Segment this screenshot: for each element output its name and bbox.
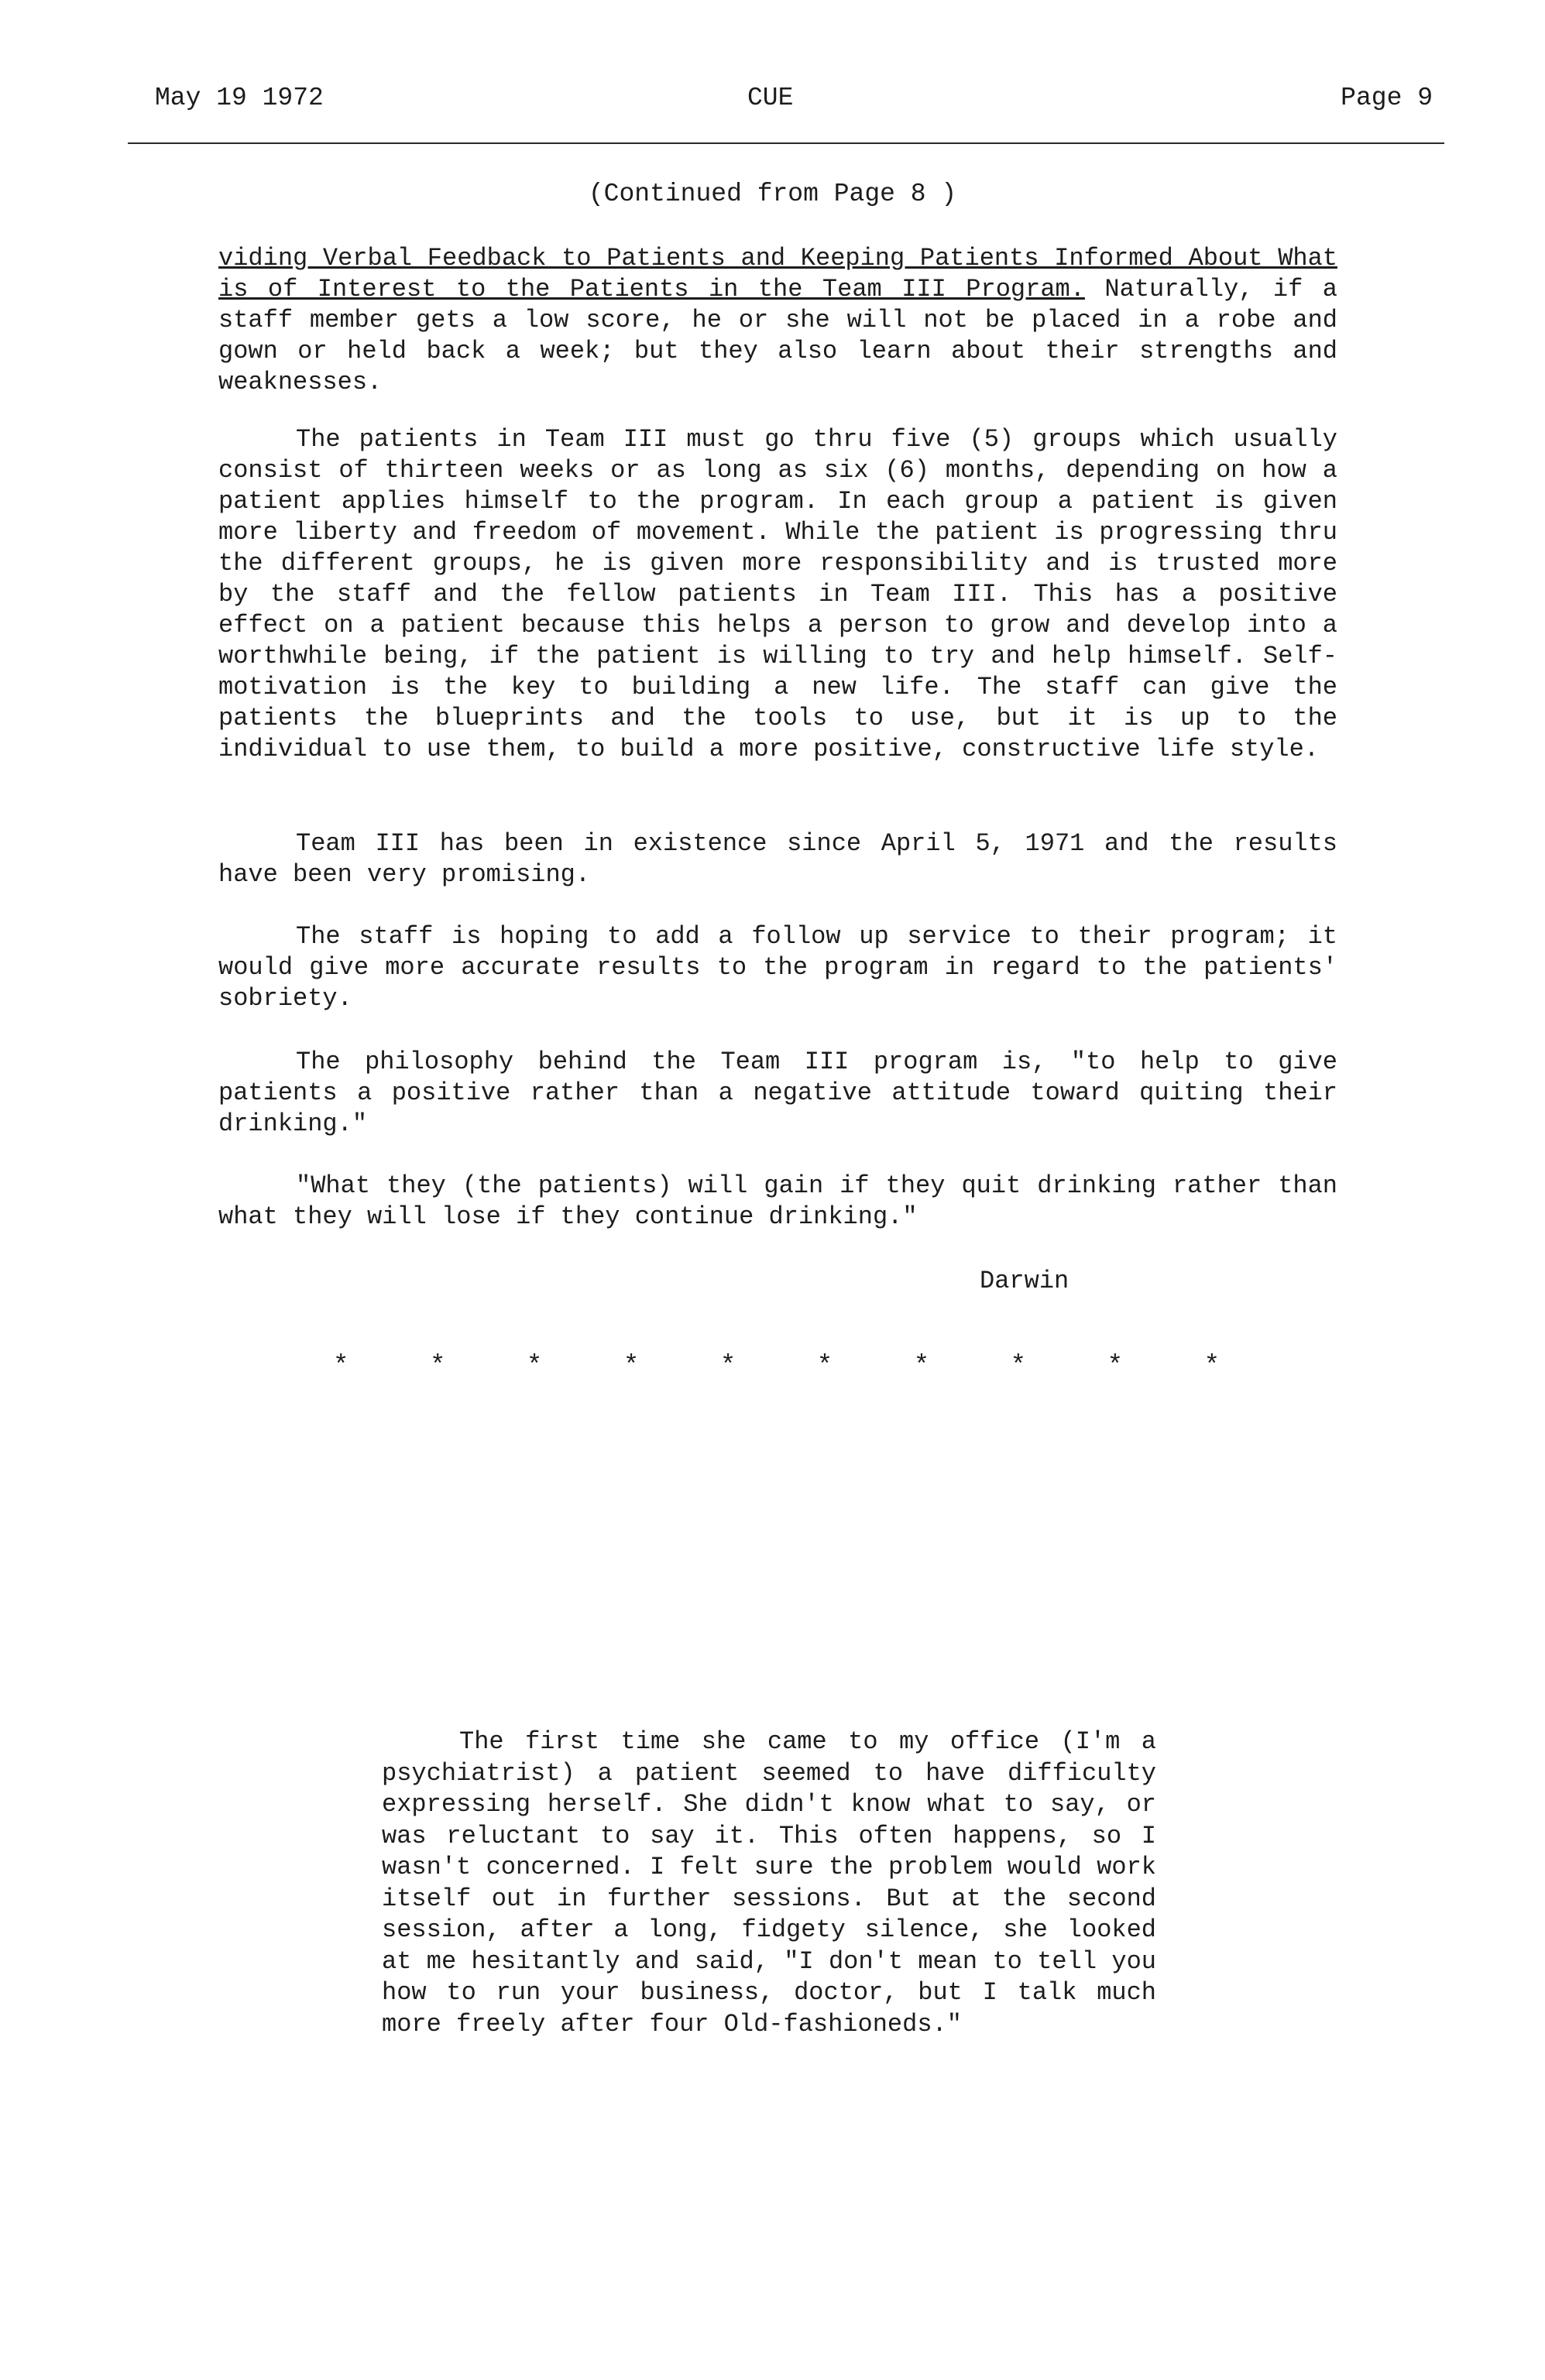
anecdote-paragraph: The first time she came to my office (I'm a psychiatrist) a patient seemed to have difficulty expressing herself. She didn't know what to say, or was reluctant to say it. This often happens, so I wasn't concerned. I felt sure the problem would work itself out in further sessions. But at the second session, after a long, fidgety silence, she looked at me hesitantly and said, "I don't mean to tell you how to run your business, doctor, but I talk much more freely after four Old-fashioneds."	[382, 1727, 1156, 2039]
article-signature: Darwin	[980, 1267, 1069, 1295]
article-paragraph: Team III has been in existence since April 5, 1971 and the results have been very promising.	[218, 829, 1337, 889]
page-header	[155, 84, 1433, 130]
separator-star: *	[913, 1352, 930, 1381]
separator-star: *	[429, 1352, 446, 1381]
separator-star: *	[1107, 1352, 1124, 1381]
separator-star: *	[623, 1352, 640, 1381]
separator-star: *	[719, 1352, 736, 1381]
header-publication: CUE	[747, 84, 794, 112]
article-paragraph: The staff is hoping to add a follow up service to their program; it would give more accurate results to the program in regard to the patients' sobriety.	[218, 922, 1337, 1013]
article-paragraph: The philosophy behind the Team III program is, "to help to give patients a positive rather than a negative attitude toward quiting their drinking."	[218, 1048, 1337, 1138]
separator-star: *	[1010, 1352, 1027, 1381]
article-lead-paragraph	[218, 243, 1337, 398]
article-quote: "What they (the patients) will gain if they quit drinking rather than what they will lose if they continue drinking."	[218, 1171, 1337, 1231]
continued-note: (Continued from Page 8 )	[588, 180, 957, 208]
star-separator	[333, 1352, 1220, 1381]
separator-star: *	[1203, 1352, 1220, 1381]
article-lead-rest: Naturally, if a staff member gets a low score, he or she will not be placed in a robe and gown or held back a week; but they also learn about their strengths and weaknesses.	[218, 275, 1338, 396]
separator-star: *	[526, 1352, 543, 1381]
separator-star: *	[816, 1352, 833, 1381]
header-page-number: Page 9	[1341, 84, 1433, 112]
header-rule	[128, 142, 1444, 144]
header-date: May 19 1972	[155, 84, 324, 112]
article-lead-underlined: viding Verbal Feedback to Patients and Keeping Patients Informed About What is of Interest to the Patients in the Team III Program.	[218, 244, 1337, 304]
separator-star: *	[333, 1352, 349, 1381]
article-paragraph: The patients in Team III must go thru five (5) groups which usually consist of thirteen weeks or as long as six (6) months, depending on how a patient applies himself to the program. In each group a patient is given more liberty and freedom of movement. While the patient is progressing thru the different groups, he is given more responsibility and is trusted more by the staff and the fellow patients in Team III. This has a positive effect on a patient because this helps a person to grow and develop into a worthwhile being, if the patient is willing to try and help himself. Self-motivation is the key to building a new life. The staff can give the patients the blueprints and the tools to use, but it is up to the individual to use them, to build a more positive, constructive life style.	[218, 425, 1337, 763]
